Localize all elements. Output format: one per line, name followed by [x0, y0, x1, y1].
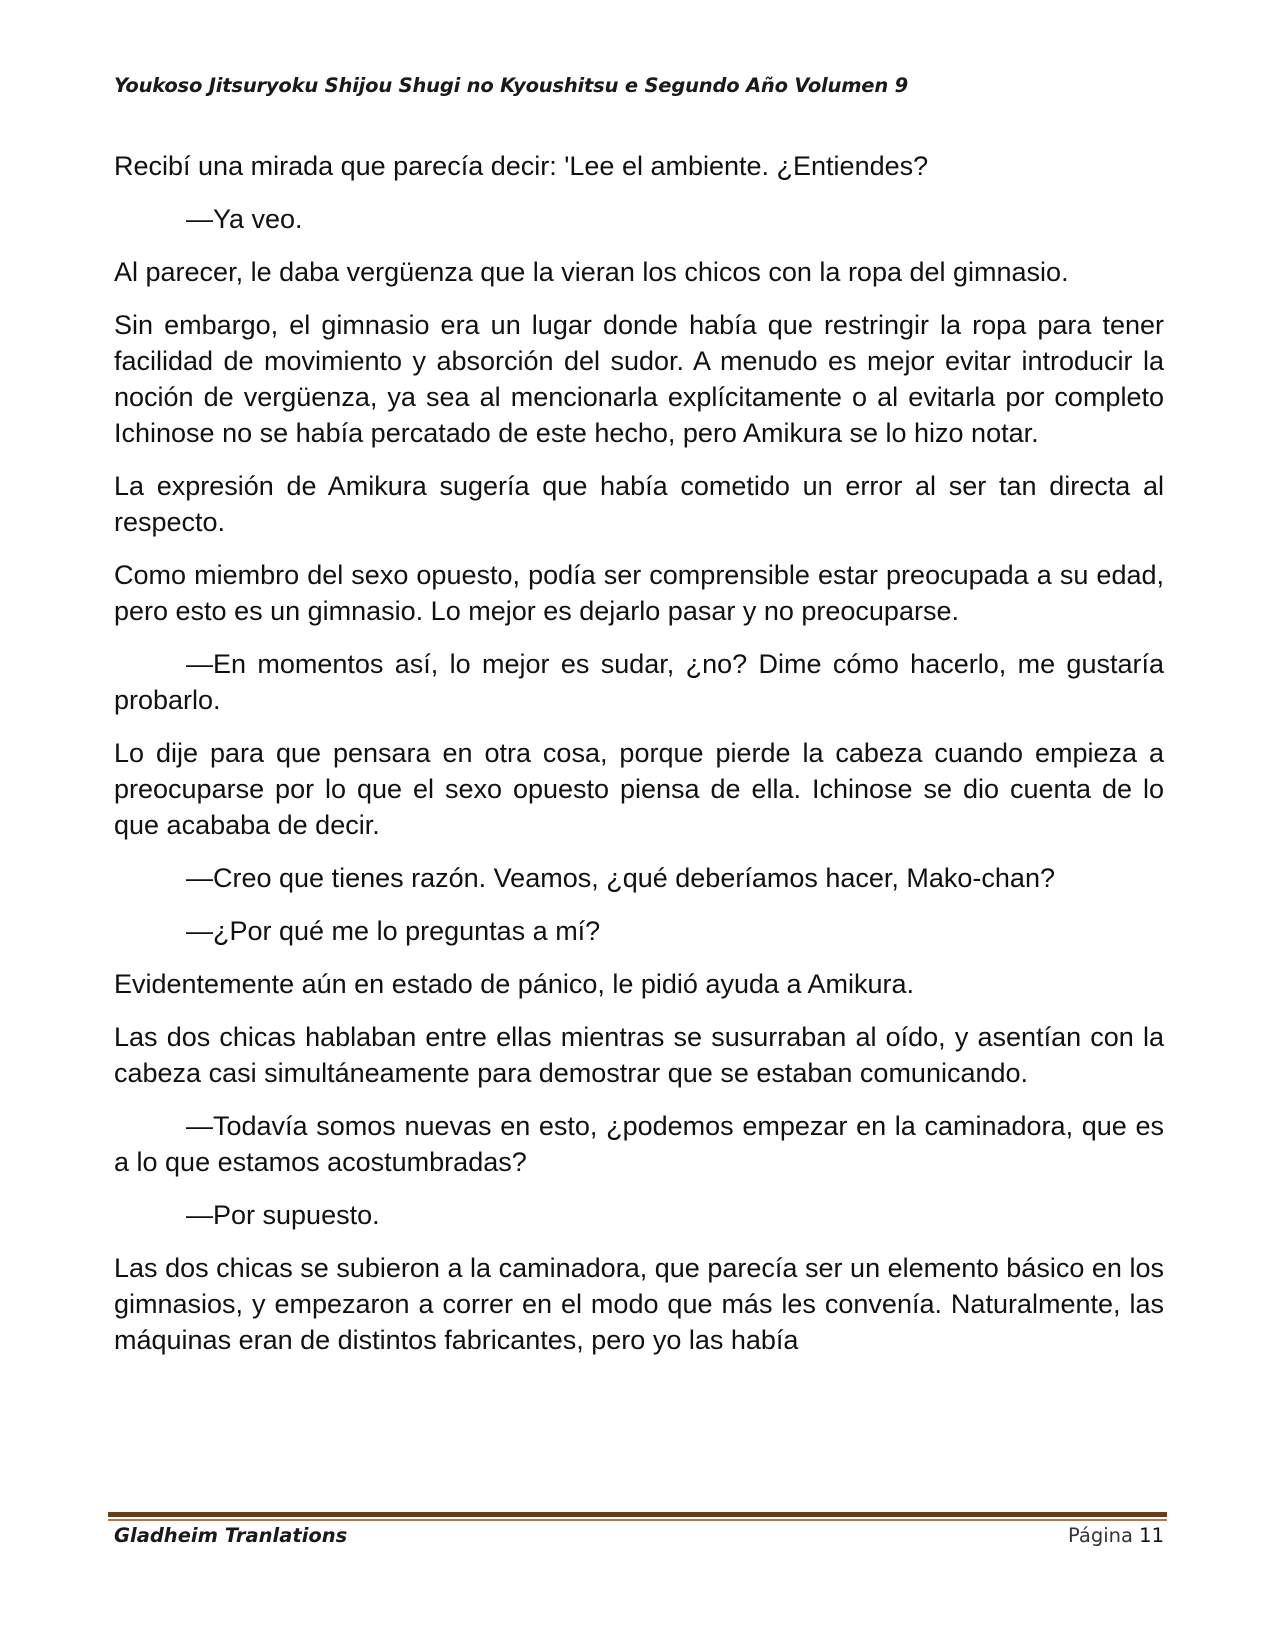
dialog-line: —Todavía somos nuevas en esto, ¿podemos empezar en la caminadora, que es a lo que estamos acostumbradas? — [114, 1111, 1164, 1177]
paragraph: Lo dije para que pensara en otra cosa, porque pierde la cabeza cuando empieza a preocuparse por lo que el sexo opuesto piensa de ella. Ichinose se dio cuenta de lo que acababa de decir. — [114, 738, 1164, 840]
footer-page-indicator — [1068, 1524, 1164, 1547]
dialog-line: —Creo que tienes razón. Veamos, ¿qué deberíamos hacer, Mako-chan? — [186, 863, 1055, 893]
body-text — [114, 148, 1164, 1358]
footer-rule-thick — [108, 1512, 1167, 1517]
paragraph: Al parecer, le daba vergüenza que la vieran los chicos con la ropa del gimnasio. — [114, 257, 1069, 287]
paragraph: Sin embargo, el gimnasio era un lugar donde había que restringir la ropa para tener facilidad de movimiento y absorción del sudor. A menudo es mejor evitar introducir la noción de vergüenza, ya sea al mencionarla explícitamente o al evitarla por completo Ichinose no se había percatado de este hecho, pero Amikura se lo hizo notar. — [114, 310, 1164, 448]
dialog-line: —Por supuesto. — [186, 1200, 380, 1230]
footer-publisher: Gladheim Tranlations — [114, 1524, 348, 1547]
paragraph: Recibí una mirada que parecía decir: 'Lee el ambiente. ¿Entiendes? — [114, 151, 929, 181]
paragraph: Como miembro del sexo opuesto, podía ser comprensible estar preocupada a su edad, pero esto es un gimnasio. Lo mejor es dejarlo pasar y no preocuparse. — [114, 560, 1164, 626]
paragraph: Las dos chicas se subieron a la caminadora, que parecía ser un elemento básico en los gimnasios, y empezaron a correr en el modo que más les convenía. Naturalmente, las máquinas eran de distintos fabricantes, pero yo las había — [114, 1253, 1164, 1355]
page-label: Página — [1068, 1524, 1133, 1547]
paragraph: Las dos chicas hablaban entre ellas mientras se susurraban al oído, y asentían con la cabeza casi simultáneamente para demostrar que se estaban comunicando. — [114, 1022, 1164, 1088]
page-number: 11 — [1139, 1524, 1164, 1547]
page-header-title: Youkoso Jitsuryoku Shijou Shugi no Kyoushitsu e Segundo Año Volumen 9 — [114, 74, 908, 97]
dialog-line: —¿Por qué me lo preguntas a mí? — [186, 916, 601, 946]
footer-rule-thin — [108, 1519, 1167, 1521]
dialog-line: —Ya veo. — [186, 204, 303, 234]
paragraph: La expresión de Amikura sugería que había cometido un error al ser tan directa al respecto. — [114, 471, 1164, 537]
paragraph: Evidentemente aún en estado de pánico, le pidió ayuda a Amikura. — [114, 969, 915, 999]
dialog-line: —En momentos así, lo mejor es sudar, ¿no? Dime cómo hacerlo, me gustaría probarlo. — [114, 649, 1164, 715]
